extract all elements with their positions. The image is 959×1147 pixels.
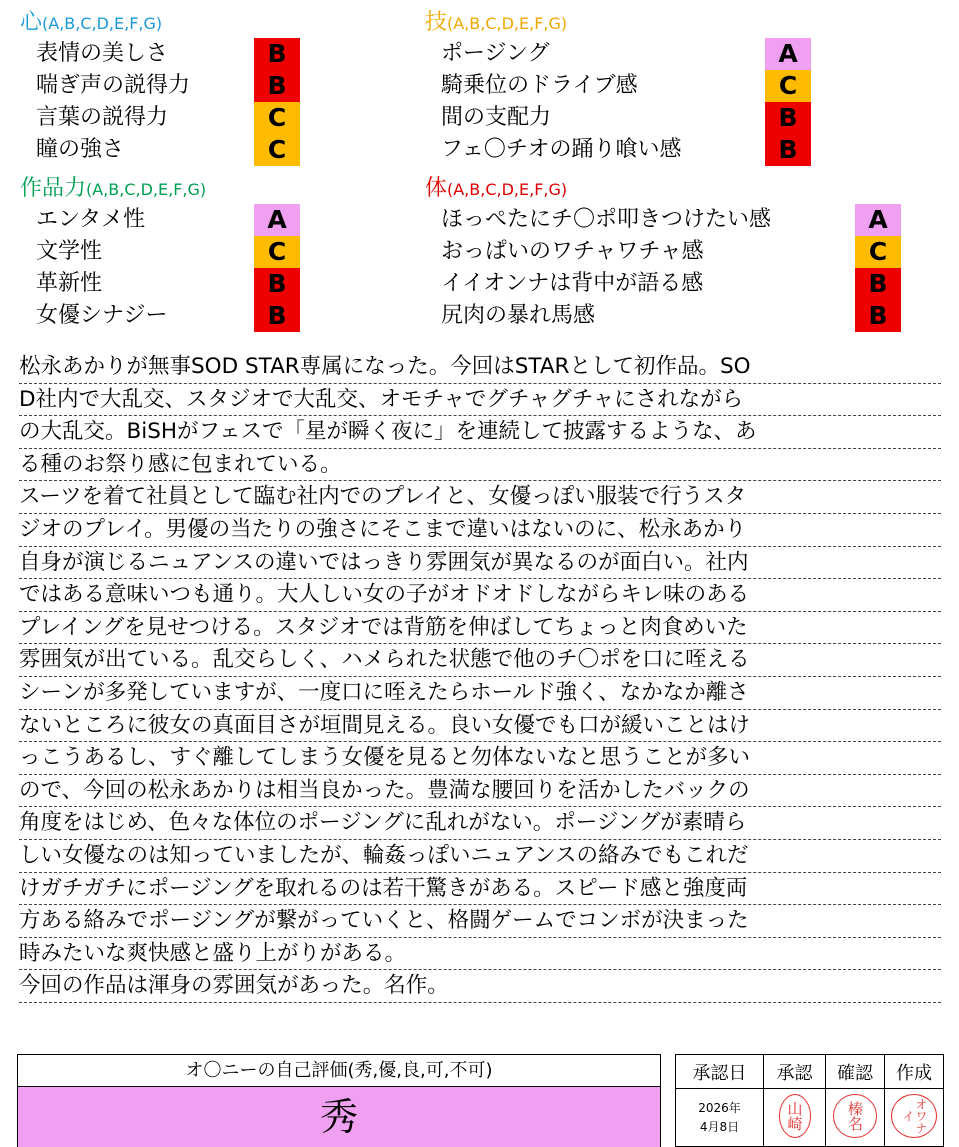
section-waza [425,8,815,166]
rating-label: エンタメ性 [36,207,146,232]
approval-header-row [676,1055,944,1089]
approval-table [675,1054,944,1147]
review-line: る種のお祭り感に包まれている。 [19,449,941,482]
grade-badge: C [254,102,300,134]
review-line: しい女優なのは知っていましたが、輪姦っぽいニュアンスの絡みでもこれだ [19,840,941,873]
approval-approve-cell [764,1089,826,1147]
section-kokoro-title [20,8,305,38]
rating-row [425,70,815,102]
section-sakuhin-title [20,174,305,204]
grade-badge: B [855,300,901,332]
section-waza-title [425,8,815,38]
rating-row [20,102,305,134]
rating-row [425,204,905,236]
rating-label: 言葉の説得力 [36,105,169,130]
review-line: っこうあるし、すぐ離してしまう女優を見ると勿体ないなと思うことが多い [19,742,941,775]
approval-header-create: 作成 [885,1055,944,1089]
rating-row [425,38,815,70]
stamp-seal-icon: オワナイ [891,1094,937,1138]
review-line: シーンが多発していますが、一度口に咥えたらホールド強く、なかなか離さ [19,677,941,710]
review-line: 方ある絡みでポージングが繋がっていくと、格闘ゲームでコンボが決まった [19,905,941,938]
approval-create-cell [885,1089,944,1147]
review-line: スーツを着て社員として臨む社内でのプレイと、女優っぽい服装で行うスタ [19,481,941,514]
grade-badge: B [855,268,901,300]
rating-row [20,134,305,166]
approval-date-year: 2026年 [698,1100,741,1115]
grade-badge: B [765,102,811,134]
self-evaluation-title: オ〇ニーの自己評価(秀,優,良,可,不可) [18,1055,660,1087]
rating-label: 表情の美しさ [36,41,169,66]
rating-label: ポージング [441,41,550,66]
grade-badge: B [765,134,811,166]
stamp-seal-icon: 山崎 [779,1094,811,1138]
grade-badge: B [254,300,300,332]
rating-label: おっぱいのワチャワチャ感 [441,239,704,264]
section-sakuhin [20,174,305,332]
grade-badge: C [254,134,300,166]
rating-label: 騎乗位のドライブ感 [441,73,638,98]
review-line: D社内で大乱交、スタジオで大乱交、オモチャでグチャグチャにされながら [19,384,941,417]
rating-row [20,38,305,70]
rating-row [20,268,305,300]
review-line: ので、今回の松永あかりは相当良かった。豊満な腰回りを活かしたバックの [19,775,941,808]
section-sakuhin-scale: (A,B,C,D,E,F,G) [86,180,207,199]
approval-header-approve: 承認 [764,1055,826,1089]
section-karada-title [425,174,905,204]
rating-row [425,300,905,332]
review-line: ないところに彼女の真面目さが垣間見える。良い女優でも口が緩いことはけ [19,710,941,743]
grade-badge: C [254,236,300,268]
rating-row [20,70,305,102]
review-line: の大乱交。BiSHがフェスで「星が瞬く夜に」を連続して披露するような、あ [19,416,941,449]
rating-label: イイオンナは背中が語る感 [441,271,704,296]
grade-badge: C [855,236,901,268]
rating-label: 瞳の強さ [36,137,125,162]
rating-label: 女優シナジー [36,303,168,328]
grade-badge: B [254,268,300,300]
rating-row [20,236,305,268]
rating-row [20,300,305,332]
approval-date-day: 4月8日 [699,1119,740,1134]
section-sakuhin-name: 作品力 [20,176,87,201]
rating-label: フェ〇チオの踊り喰い感 [441,137,682,162]
section-waza-name: 技 [425,10,448,35]
rating-label: 喘ぎ声の説得力 [36,73,191,98]
approval-body-row [676,1089,944,1147]
rating-row [425,134,815,166]
approval-header-confirm: 確認 [826,1055,885,1089]
section-karada-scale: (A,B,C,D,E,F,G) [447,180,568,199]
review-line: 雰囲気が出ている。乱交らしく、ハメられた状態で他のチ〇ポを口に咥える [19,644,941,677]
review-line: けガチガチにポージングを取れるのは若干驚きがある。スピード感と強度両 [19,873,941,906]
approval-header-date: 承認日 [676,1055,764,1089]
section-kokoro-name: 心 [20,10,43,35]
review-line: ではある意味いつも通り。大人しい女の子がオドオドしながらキレ味のある [19,579,941,612]
review-line: 自身が演じるニュアンスの違いではっきり雰囲気が異なるのが面白い。社内 [19,547,941,580]
review-line: 松永あかりが無事SOD STAR専属になった。今回はSTARとして初作品。SO [19,351,941,384]
self-evaluation-value: 秀 [18,1087,660,1147]
review-text [19,351,941,1003]
rating-label: ほっぺたにチ〇ポ叩きつけたい感 [441,207,772,232]
approval-date [676,1089,764,1147]
stamp-seal-icon: 榛名 [833,1094,877,1138]
section-karada [425,174,905,332]
rating-label: 間の支配力 [441,105,552,130]
grade-badge: C [765,70,811,102]
approval-confirm-cell [826,1089,885,1147]
rating-label: 革新性 [36,271,103,296]
rating-label: 文学性 [36,239,103,264]
rating-row [425,236,905,268]
rating-label: 尻肉の暴れ馬感 [441,303,596,328]
grade-badge: A [765,38,811,70]
rating-row [20,204,305,236]
review-line: 時みたいな爽快感と盛り上がりがある。 [19,938,941,971]
grade-badge: B [254,70,300,102]
grade-badge: A [855,204,901,236]
self-evaluation-box [17,1054,661,1147]
section-karada-name: 体 [425,176,448,201]
grade-badge: A [254,204,300,236]
rating-row [425,102,815,134]
review-line: プレイングを見せつける。スタジオでは背筋を伸ばしてちょっと肉食めいた [19,612,941,645]
section-waza-scale: (A,B,C,D,E,F,G) [447,14,568,33]
grade-badge: B [254,38,300,70]
review-line: ジオのプレイ。男優の当たりの強さにそこまで違いはないのに、松永あかり [19,514,941,547]
section-kokoro-scale: (A,B,C,D,E,F,G) [42,14,163,33]
review-line: 今回の作品は渾身の雰囲気があった。名作。 [19,970,941,1003]
rating-row [425,268,905,300]
review-line: 角度をはじめ、色々な体位のポージングに乱れがない。ポージングが素晴ら [19,807,941,840]
section-kokoro [20,8,305,166]
